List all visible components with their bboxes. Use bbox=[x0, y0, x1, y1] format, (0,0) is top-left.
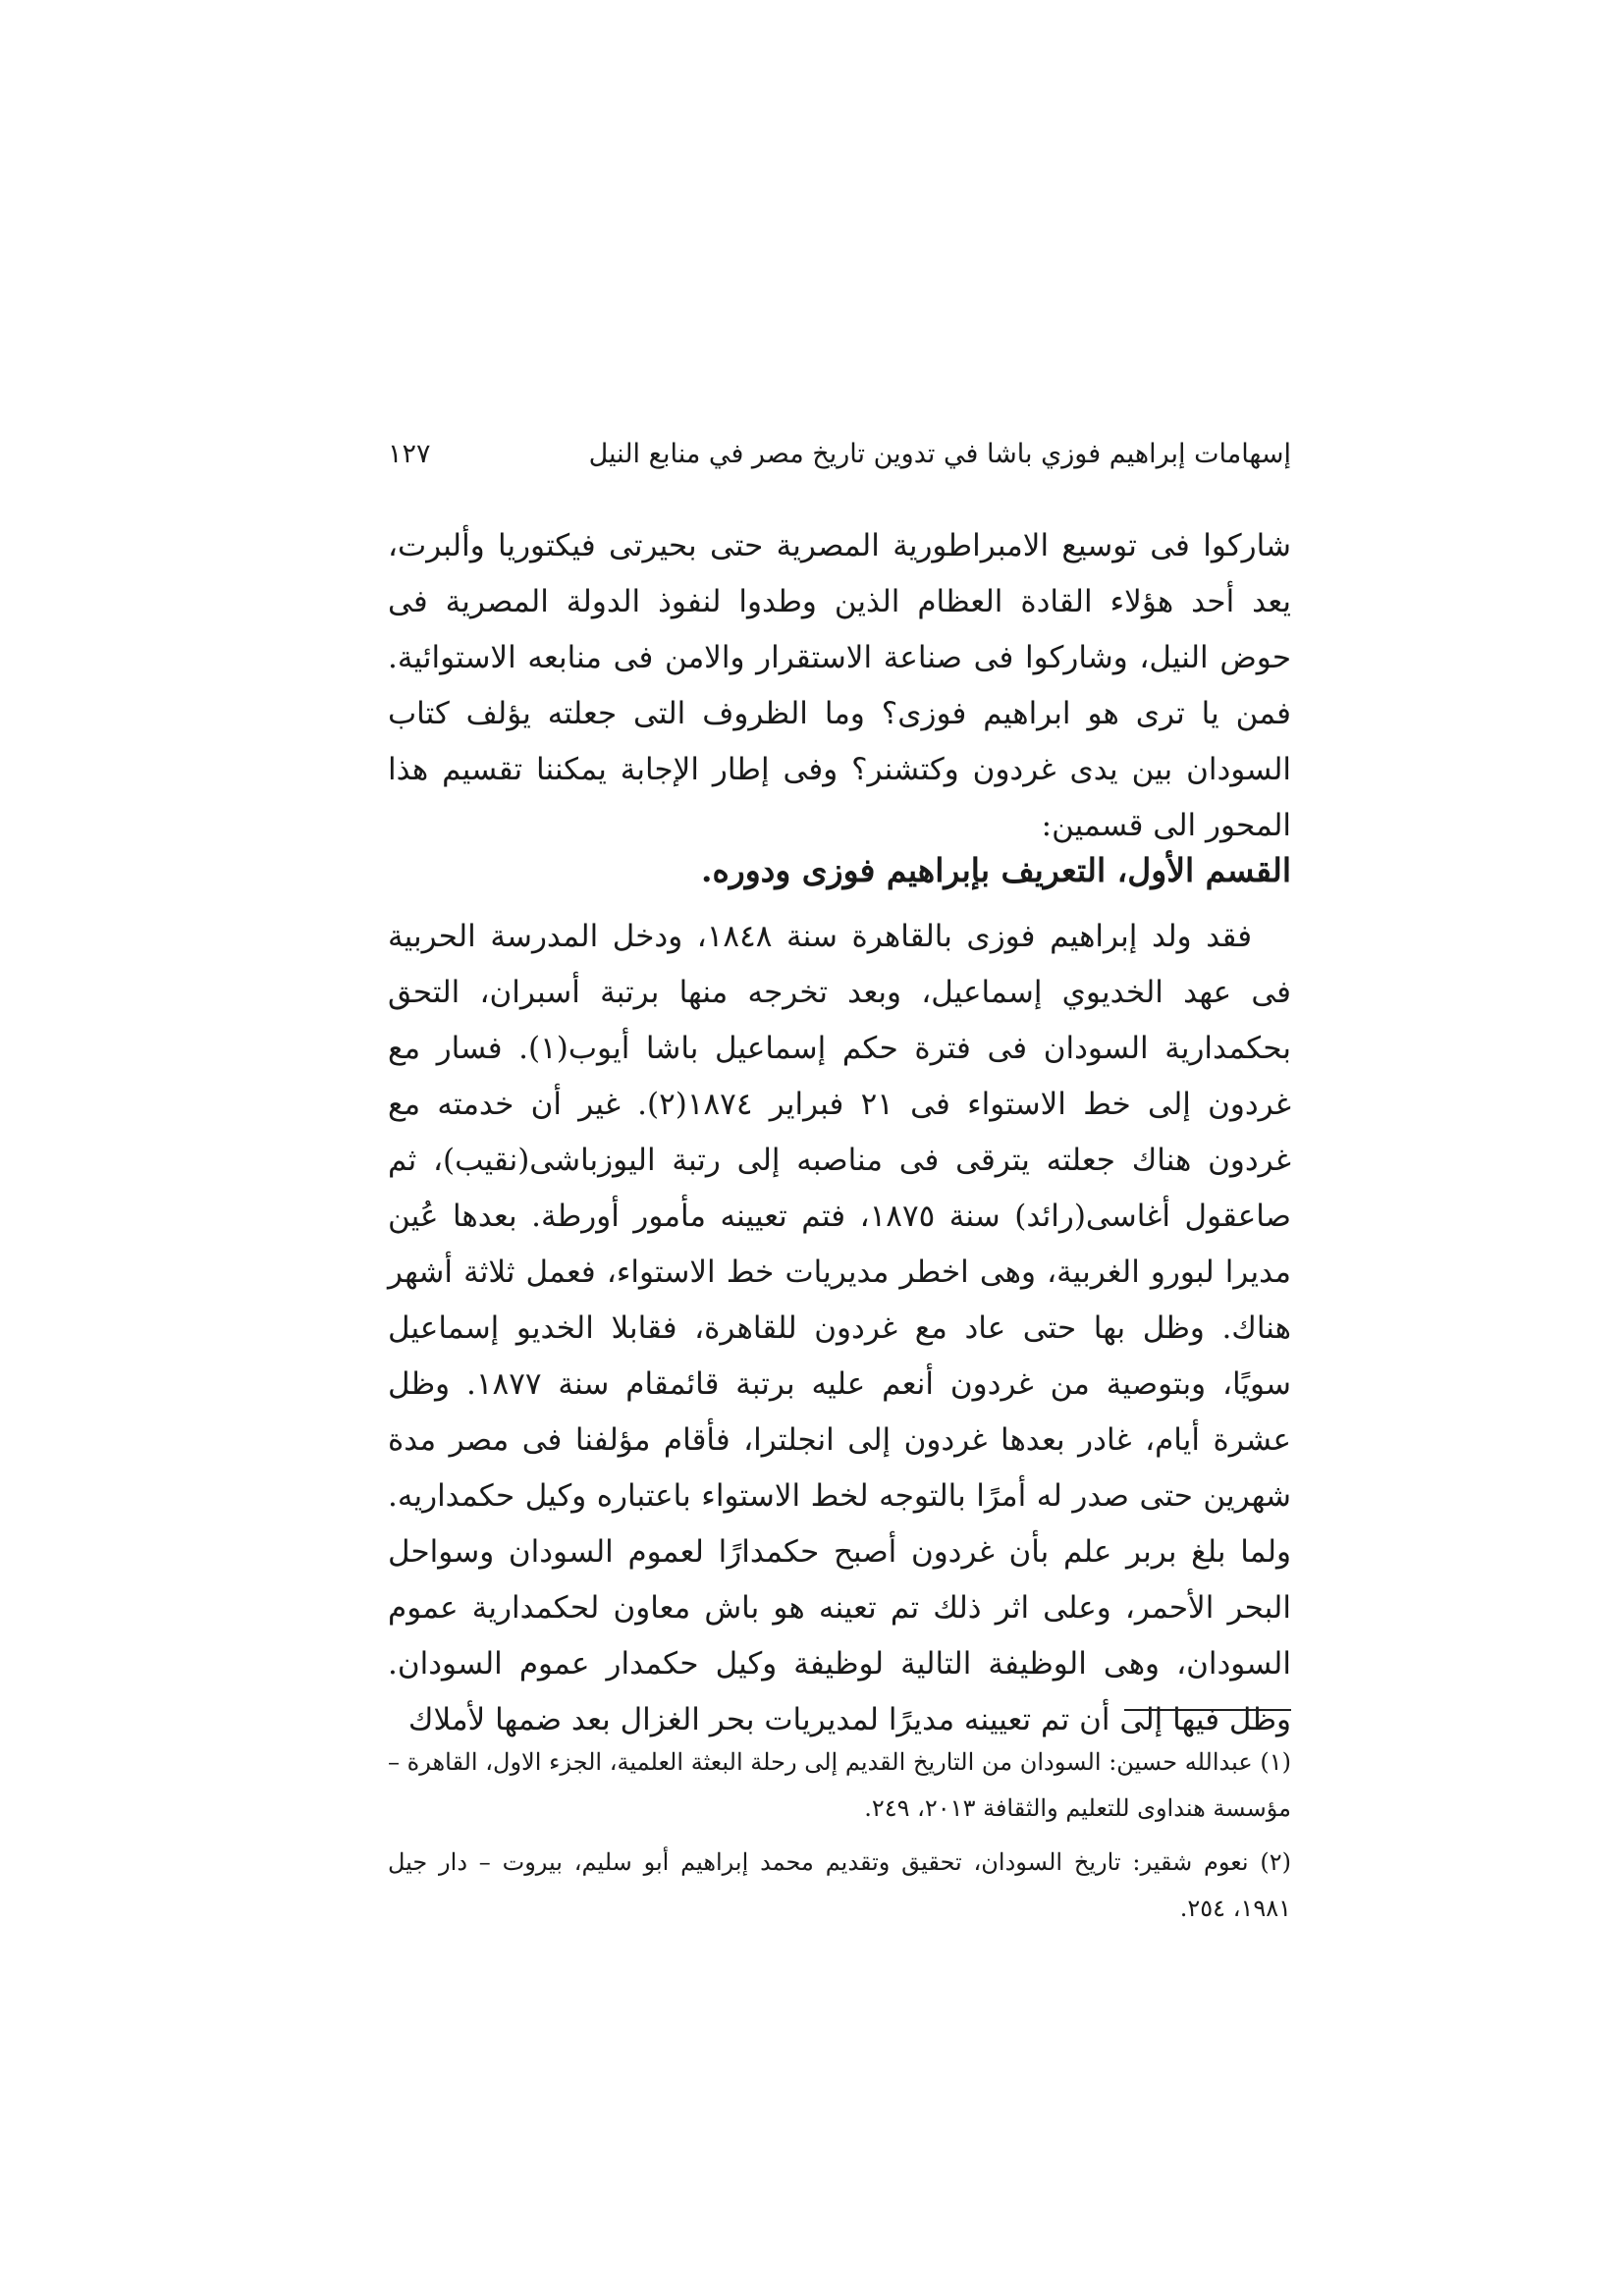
section-paragraph: فقد ولد إبراهيم فوزى بالقاهرة سنة ١٨٤٨، ودخل المدرسة الحربية فى عهد الخديوي إسماعيل، وبعد تخرجه منها برتبة أسبران، التحق بحكمدارية السودان فى فترة حكم إسماعيل باشا أيوب(١). فسار مع غردون إلى خط الاستواء فى ٢١ فبراير ١٨٧٤(٢). غير أن خدمته مع غردون هناك جعلته يترقى فى مناصبه إلى رتبة اليوزباشى(نقيب)، ثم صاعقول أغاسى(رائد) سنة ١٨٧٥، فتم تعيينه مأمور أورطة. بعدها عُين مديرا لبورو الغربية، وهى اخطر مديريات خط الاستواء، فعمل ثلاثة أشهر هناك. وظل بها حتى عاد مع غردون للقاهرة، فقابلا الخديو إسماعيل سويًا، وبتوصية من غردون أنعم عليه برتبة قائمقام سنة ١٨٧٧. وظل عشرة أيام، غادر بعدها غردون إلى انجلترا، فأقام مؤلفنا فى مصر مدة شهرين حتى صدر له أمرًا بالتوجه لخط الاستواء باعتباره وكيل حكمداريه. ولما بلغ بربر علم بأن غردون أصبح حكمدارًا لعموم السودان وسواحل البحر الأحمر، وعلى اثر ذلك تم تعينه هو باش معاون لحكمدارية عموم السودان، وهى الوظيفة التالية لوظيفة وكيل حكمدار عموم السودان. وظل فيها إلى أن تم تعيينه مديرًا لمديريات بحر الغزال بعد ضمها لأملاك bbox=[388, 919, 1292, 1737]
footnote-divider bbox=[1124, 1709, 1291, 1711]
intro-paragraph: شاركوا فى توسيع الامبراطورية المصرية حتى بحيرتى فيكتوريا وألبرت، يعد أحد هؤلاء القادة العظام الذين وطدوا لنفوذ الدولة المصرية فى حوض النيل، وشاركوا فى صناعة الاستقرار والامن فى منابعه الاستوائية. فمن يا ترى هو ابراهيم فوزى؟ وما الظروف التى جعلته يؤلف كتاب السودان بين يدى غردون وكتشنر؟ وفى إطار الإجابة يمكننا تقسيم هذا المحور الى قسمين: bbox=[388, 528, 1291, 843]
running-title: إسهامات إبراهيم فوزي باشا في تدوين تاريخ مصر في منابع النيل bbox=[588, 439, 1291, 469]
section-heading: القسم الأول، التعريف بإبراهيم فوزى ودوره. bbox=[701, 851, 1291, 889]
page-number: ١٢٧ bbox=[388, 439, 431, 469]
footnote-1: (١) عبدالله حسين: السودان من التاريخ القديم إلى رحلة البعثة العلمية، الجزء الاول، القاهرة – مؤسسة هنداوى للتعليم والثقافة ٢٠١٣، ٢٤٩. bbox=[388, 1748, 1291, 1822]
footnote-2: (٢) نعوم شقير: تاريخ السودان، تحقيق وتقديم محمد إبراهيم أبو سليم، بيروت – دار جيل ١٩٨١، ٢٥٤. bbox=[388, 1848, 1291, 1922]
footnotes bbox=[388, 1739, 1291, 1940]
running-head bbox=[388, 430, 1291, 479]
